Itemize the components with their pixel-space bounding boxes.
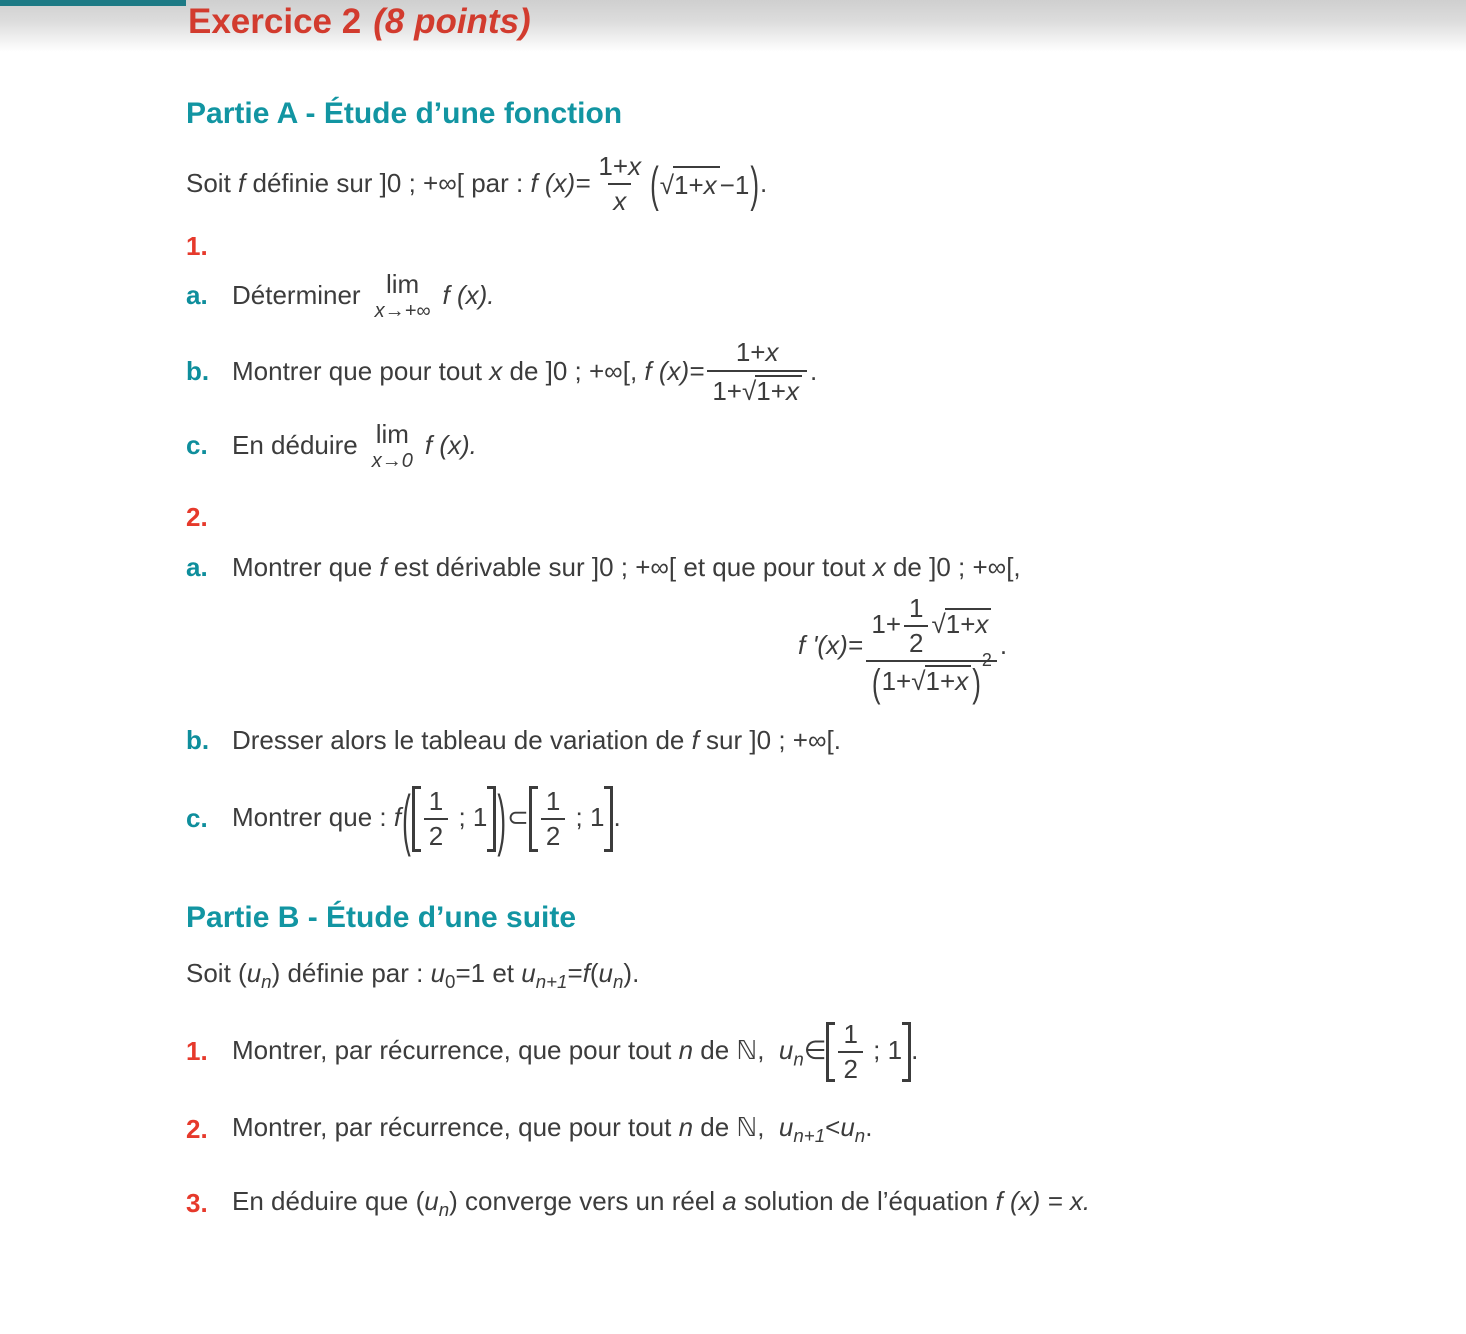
rad-x: x	[785, 375, 799, 406]
u-symbol: u	[424, 1185, 439, 1216]
den-x: x	[613, 186, 627, 217]
half-num: 1	[428, 785, 444, 816]
section-heading-part-b: Partie B - Étude d’une suite	[186, 901, 577, 935]
open-paren: (	[871, 660, 881, 706]
period: .	[760, 168, 768, 199]
f-symbol: f	[582, 958, 590, 989]
question-2-label: 2.	[186, 501, 208, 532]
x-symbol: x	[872, 551, 886, 582]
open-paren: (	[650, 155, 659, 213]
interval-tail: ; 1	[568, 801, 605, 832]
u-symbol: u	[430, 958, 446, 989]
fraction-denominator	[866, 650, 997, 706]
exercise-title: Exercice 2	[188, 2, 362, 41]
den-const: 1+	[712, 375, 742, 406]
close-bracket	[487, 786, 496, 852]
page-title	[188, 2, 531, 42]
text: Montrer que :	[232, 801, 394, 832]
derivative-formula	[798, 592, 1406, 706]
item-label: 2.	[186, 1114, 208, 1145]
text: de	[502, 356, 546, 387]
item-label: a.	[186, 280, 208, 311]
interval: ]0 ; +∞[.	[749, 725, 841, 756]
item-1b	[186, 339, 1406, 405]
sqrt-radicand	[673, 166, 720, 203]
fraction-numerator	[731, 339, 784, 369]
recurrence-run	[232, 1111, 872, 1149]
rad-const: 1+	[925, 666, 956, 697]
text: de	[693, 1112, 737, 1143]
part-a-intro	[186, 153, 1406, 216]
item-b1	[186, 1018, 1406, 1084]
equals-one: =1	[455, 958, 486, 989]
spacer	[764, 1035, 778, 1065]
subscript-n-plus-1: n+1	[793, 1125, 826, 1147]
fx-expression: f (x).	[442, 280, 495, 311]
text: Montrer que pour tout	[232, 356, 490, 387]
rad-const: 1+	[756, 375, 786, 406]
sqrt-radicand	[925, 665, 972, 695]
question-1-label: 1.	[186, 230, 208, 261]
exercise-points: (8 points)	[373, 2, 531, 41]
sqrt-radicand	[755, 375, 802, 405]
close-paren-period: ).	[623, 958, 640, 989]
interval-tail: ; 1	[451, 801, 488, 832]
natural-numbers-symbol: ℕ,	[736, 1112, 765, 1143]
equation: f (x) = x.	[995, 1185, 1091, 1216]
limit-block	[375, 271, 431, 321]
fx-equals: f (x)=	[644, 356, 705, 387]
half-den: 2	[424, 818, 448, 850]
num-x: x	[628, 151, 642, 181]
section-heading-part-a: Partie A - Étude d’une fonction	[186, 97, 623, 130]
item-b2	[186, 1111, 1406, 1149]
part-b-intro	[186, 957, 1406, 995]
interval: ]0 ; +∞[,	[929, 551, 1021, 582]
open-bracket	[826, 1022, 835, 1082]
rad-const: 1+	[945, 608, 976, 639]
close-paren: )	[750, 155, 759, 213]
sqrt-sign: √	[911, 666, 926, 697]
recurrence-run	[232, 1018, 919, 1084]
rad-x: x	[703, 169, 717, 200]
text-run	[232, 724, 841, 758]
half-num: 1	[909, 592, 924, 623]
interval: ]0 ; +∞[	[591, 551, 677, 582]
item-label: 1.	[186, 1036, 208, 1066]
fraction-denominator	[707, 370, 807, 405]
a-symbol: a	[722, 1185, 737, 1216]
text: par :	[463, 168, 531, 199]
subscript-n-plus-1: n+1	[535, 971, 568, 993]
period: .	[809, 356, 818, 387]
sqrt-sign: √	[659, 169, 675, 200]
interval: ]0 ; +∞[,	[545, 356, 645, 387]
item-label: a.	[186, 551, 208, 582]
open-paren: (	[415, 1185, 425, 1216]
radical-run	[660, 166, 750, 203]
half-fraction	[541, 785, 565, 852]
open-bracket	[529, 786, 538, 852]
u-symbol: u	[778, 1034, 794, 1065]
text: Soit	[186, 958, 239, 989]
text: Dresser alors le tableau de variation de	[232, 725, 692, 756]
text: définie sur	[245, 168, 380, 199]
half-num: 1	[843, 1018, 858, 1049]
text: Montrer que	[232, 551, 380, 582]
close-paren: )	[497, 780, 507, 859]
open-paren: (	[238, 958, 247, 989]
fraction-denominator	[608, 183, 631, 215]
intro-text-run	[186, 167, 590, 201]
sqrt-radicand	[945, 608, 992, 638]
item-label: b.	[186, 725, 210, 756]
f-symbol: f	[393, 801, 402, 832]
inclusion-run	[232, 780, 621, 859]
subscript-n: n	[793, 1047, 804, 1069]
sqrt	[660, 166, 720, 203]
half-fraction	[838, 1018, 862, 1084]
text: Montrer, par récurrence, que pour tout	[232, 1034, 679, 1065]
fraction-numerator	[593, 153, 646, 183]
less-than-symbol: <	[825, 1112, 841, 1143]
teal-accent-bar	[0, 0, 186, 6]
close-paren: )	[972, 660, 981, 706]
text: solution de l’équation	[736, 1185, 996, 1216]
document-body	[186, 94, 1406, 1222]
text: de	[885, 551, 930, 582]
half-fraction	[424, 785, 448, 852]
u-symbol: u	[521, 958, 536, 989]
u-symbol: u	[840, 1112, 855, 1143]
sqrt-sign: √	[931, 608, 946, 639]
u-symbol: u	[246, 958, 262, 989]
half-num: 1	[545, 785, 561, 816]
text-run	[232, 551, 1021, 585]
natural-numbers-symbol: ℕ,	[736, 1034, 765, 1065]
text: sur	[698, 725, 750, 756]
f-symbol: f	[238, 168, 246, 199]
item-2a	[186, 551, 1406, 585]
text: définie par :	[280, 958, 431, 989]
fx-equals: f (x)=	[530, 168, 591, 199]
open-paren: (	[589, 958, 599, 989]
num-x: x	[765, 337, 779, 368]
period: .	[865, 1112, 873, 1143]
lim-subscript: x→+∞	[374, 300, 431, 323]
item-label: b.	[186, 356, 210, 387]
item-2c	[186, 780, 1406, 859]
interval-tail: ; 1	[865, 1034, 903, 1065]
text: Soit	[186, 168, 239, 199]
limit-block	[371, 418, 413, 472]
minus-one: −1	[719, 169, 750, 200]
item-1a	[186, 271, 1406, 321]
item-2b	[186, 724, 1406, 758]
subscript-zero: 0	[445, 971, 456, 993]
item-label: c.	[186, 430, 208, 461]
sqrt-sign: √	[742, 375, 757, 406]
period: .	[613, 801, 621, 832]
subscript-n: n	[438, 1198, 450, 1220]
text: En déduire que	[232, 1185, 416, 1216]
f-symbol: f	[691, 725, 699, 756]
rad-x: x	[975, 608, 989, 639]
text: et que pour tout	[676, 551, 873, 582]
n-symbol: n	[678, 1034, 694, 1065]
half-den: 2	[838, 1051, 862, 1083]
sqrt	[911, 665, 971, 695]
num-const: 1+	[871, 608, 902, 639]
item-b3	[186, 1185, 1406, 1223]
text: En déduire	[232, 430, 358, 461]
lim-word: lim	[375, 418, 409, 449]
spacer	[764, 1112, 778, 1142]
item-label: c.	[186, 803, 208, 834]
half-fraction	[904, 592, 928, 658]
fraction-numerator	[866, 592, 996, 661]
interval: ]0 ; +∞[	[379, 168, 464, 199]
element-of-symbol: ∈	[803, 1034, 827, 1065]
fraction	[707, 339, 807, 405]
sqrt	[931, 608, 991, 638]
rad-const: 1+	[674, 169, 704, 200]
subset-symbol: ⊂	[507, 801, 529, 832]
half-den: 2	[904, 625, 928, 657]
num-const: 1+	[735, 337, 766, 368]
sqrt	[742, 375, 802, 405]
close-paren: )	[271, 958, 281, 989]
text: est dérivable sur	[386, 551, 592, 582]
lim-subscript: x→0	[371, 449, 413, 472]
period: .	[911, 1034, 919, 1065]
u-symbol: u	[598, 958, 613, 989]
text: converge vers un réel	[457, 1185, 723, 1216]
main-fraction	[866, 592, 997, 706]
fx-expression: f (x).	[424, 430, 477, 461]
text: de	[693, 1034, 737, 1065]
open-paren: (	[402, 780, 411, 859]
item-label: 3.	[186, 1187, 208, 1218]
subscript-n: n	[261, 971, 272, 993]
period: .	[999, 629, 1008, 660]
subscript-n: n	[613, 971, 624, 993]
half-den: 2	[541, 818, 565, 850]
n-symbol: n	[678, 1112, 694, 1143]
fraction	[593, 153, 646, 216]
x-symbol: x	[489, 356, 503, 387]
u-symbol: u	[778, 1112, 794, 1143]
exponent: 2	[981, 650, 992, 671]
open-bracket	[412, 786, 421, 852]
text: Déterminer	[232, 280, 361, 311]
lim-word: lim	[385, 269, 420, 300]
subscript-n: n	[854, 1125, 866, 1147]
convergence-run	[232, 1185, 1090, 1223]
text: et	[485, 958, 522, 989]
item-1c	[186, 418, 1406, 472]
fprime-equals: f '(x)=	[798, 629, 863, 660]
equals: =	[567, 958, 583, 989]
text-run	[232, 355, 704, 389]
rad-x: x	[955, 666, 969, 697]
f-symbol: f	[379, 551, 387, 582]
close-paren: )	[449, 1185, 458, 1216]
text: Montrer, par récurrence, que pour tout	[232, 1112, 679, 1143]
den-const: 1+	[881, 666, 912, 697]
close-bracket	[902, 1022, 911, 1082]
num-const: 1+	[598, 151, 629, 181]
